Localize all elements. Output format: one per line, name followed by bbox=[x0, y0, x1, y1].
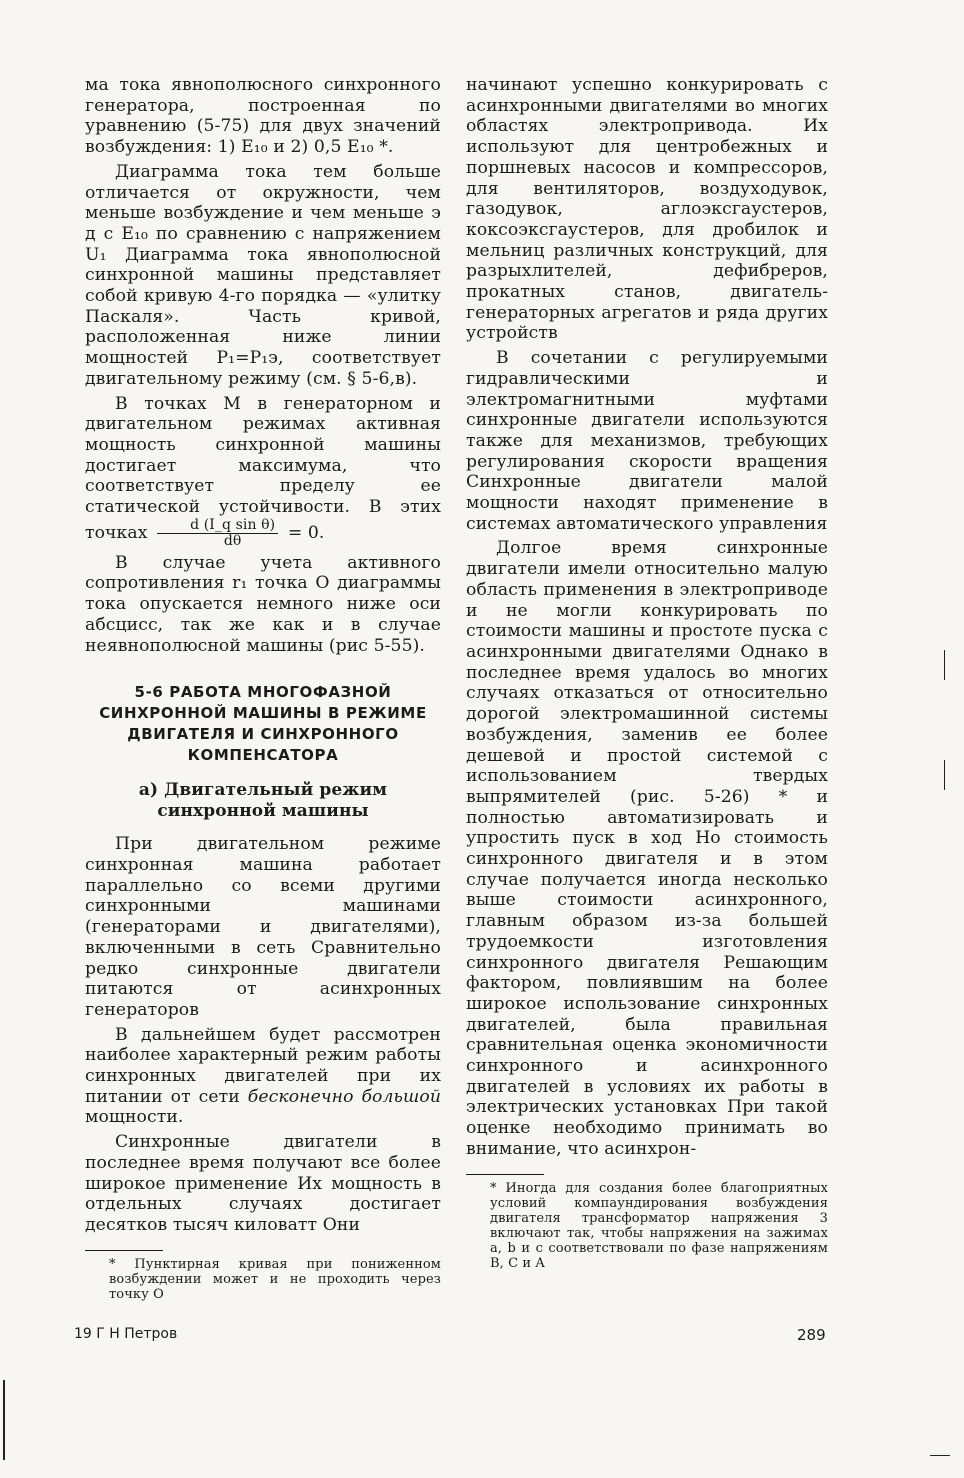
right-paragraph-1: начинают успешно конкурировать с асинхронными двигателями во многих областях электропривода. Их используют для центробежных и поршневых насосов и компрессоров, для вентиляторов, воздуходувок, газодувок, аглоэксгаустеров, коксоэксгаустеров, для дробилок и мельниц различных конструкций, для разрыхлителей, дефибреров, прокатных станов, двигатель-генераторных агрегатов и ряда других устройств bbox=[466, 75, 828, 344]
left-paragraph-3-text: В точках M в генераторном и двигательном режимах активная мощность синхронной машины достигает максимума, что соответствует пределу ее статической устойчивости. В этих точках bbox=[85, 393, 441, 543]
left-paragraph-6-a: В дальнейшем будет рассмотрен наиболее характерный режим работы синхронных двигателей при их питании от сети bbox=[85, 1024, 441, 1107]
formula-tail: = 0. bbox=[287, 522, 325, 543]
scan-tick-mark bbox=[944, 760, 945, 790]
scan-edge-mark bbox=[3, 1380, 5, 1460]
right-paragraph-2: В сочетании с регулируемыми гидравлическими и электромагнитными муфтами синхронные двигатели используются также для механизмов, требующих регулирования скорости вращения Синхронные двигатели малой мощности находят применение в системах автоматического управления bbox=[466, 348, 828, 534]
left-paragraph-7: Синхронные двигатели в последнее время получают все более широкое применение Их мощность в отдельных случаях достигает десятков тысяч киловатт Они bbox=[85, 1132, 441, 1235]
footnote-right bbox=[466, 1181, 828, 1271]
left-paragraph-4: В случае учета активного сопротивления r₁ точка O диаграммы тока опускается немного ниже оси абсцисс, так же как и в случае неявнополюсной машины (рис 5-55). bbox=[85, 552, 441, 656]
left-paragraph-6-b: мощности. bbox=[85, 1107, 184, 1128]
subsection-heading: а) Двигательный режим синхронной машины bbox=[138, 780, 388, 822]
section-heading: 5-6 РАБОТА МНОГОФАЗНОЙ СИНХРОННОЙ МАШИНЫ В РЕЖИМЕ ДВИГАТЕЛЯ И СИНХРОННОГО КОМПЕНСАТОРА bbox=[99, 683, 427, 765]
formula-numerator: d (I_q sin θ) bbox=[157, 518, 278, 534]
right-column bbox=[466, 75, 828, 1271]
left-paragraph-2: Диаграмма тока тем больше отличается от окружности, чем меньше возбуждение и чем меньше э д с E₁₀ по сравнению с напряжением U₁ Диаграмма тока явнополюсной синхронной машины представляет собой кривую 4-го порядка — «улитку Паскаля». Часть кривой, расположенная ниже линии мощностей P₁=P₁э, соответствует двигательному режиму (см. § 5-6,в). bbox=[85, 161, 441, 389]
left-paragraph-6 bbox=[85, 1025, 441, 1129]
left-paragraph-1: ма тока явнополюсного синхронного генератора, построенная по уравнению (5-75) для двух значений возбуждения: 1) E₁₀ и 2) 0,5 E₁₀ *. bbox=[85, 75, 441, 158]
footnote-left bbox=[85, 1257, 441, 1302]
printer-signature: 19 Г Н Петров bbox=[74, 1326, 178, 1342]
right-paragraph-3: Долгое время синхронные двигатели имели относительно малую область применения в электроприводе и не могли конкурировать по стоимости машины и простоте пуска с асинхронными двигателями Однако в последнее время удалось во многих случаях отказаться от относительно дорогой электромашинной системы возбуждения, заменив ее более дешевой и простой системой с использованием твердых выпрямителей (рис. 5-26) * и полностью автоматизировать и упростить пуск в ход Но стоимость синхронного двигателя и в этом случае получается иногда несколько выше стоимости асинхронного, главным образом из-за большей трудоемкости изготовления синхронного двигателя Решающим фактором, повлиявшим на более широкое использование синхронных двигателей, была правильная сравнительная оценка экономичности синхронного и асинхронного двигателей в условиях их работы в электрических установках При такой оценке необходимо принимать во внимание, что асинхрон- bbox=[466, 538, 828, 1159]
left-paragraph-3 bbox=[85, 394, 441, 549]
left-paragraph-6-emphasis: бесконечно большой bbox=[247, 1086, 441, 1107]
footnote-right-text: * Иногда для создания более благоприятных условий компаундирования возбуждения двигателя трансформатор напряжения 3 включают так, чтобы напряжения на зажимах a, b и c соответствовали по фазе напряжениям B, C и A bbox=[490, 1180, 828, 1271]
footnote-left-text: * Пунктирная кривая при пониженном возбуждении может и не проходить через точку O bbox=[109, 1256, 441, 1302]
derivative-formula bbox=[157, 518, 278, 549]
left-paragraph-5: При двигательном режиме синхронная машина работает параллельно со всеми другими синхронными машинами (генераторами и двигателями), включенными в сеть Сравнительно редко синхронные двигатели питаются от асинхронных генераторов bbox=[85, 834, 441, 1020]
page-number: 289 bbox=[797, 1326, 826, 1344]
left-column bbox=[85, 75, 441, 1302]
scan-tick-mark bbox=[944, 650, 945, 680]
scan-corner-mark bbox=[930, 1455, 950, 1456]
footnote-divider-right bbox=[466, 1174, 544, 1175]
formula-denominator: dθ bbox=[223, 532, 242, 549]
footnote-divider-left bbox=[85, 1250, 163, 1251]
